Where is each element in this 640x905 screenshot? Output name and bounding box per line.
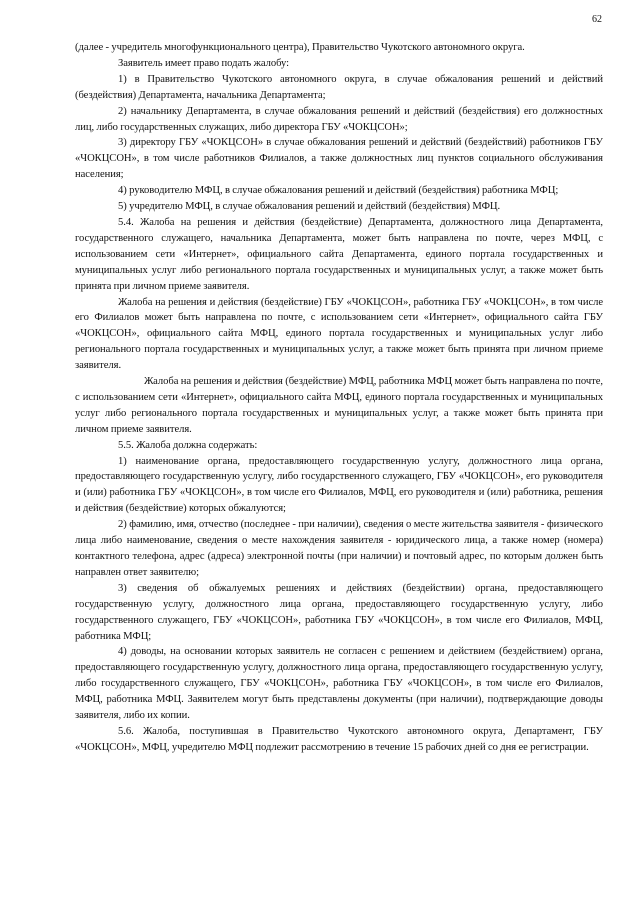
list-item-government: 1) в Правительство Чукотского автономного округа, в случае обжалования решений и действий (бездействия) Департамента, начальника Департамента; [75, 73, 603, 101]
list-item-mfc-founder: 5) учредителю МФЦ, в случае обжалования решений и действий (бездействия) МФЦ. [118, 201, 501, 213]
paragraph-gbu-complaint: Жалоба на решения и действия (бездействие) ГБУ «ЧОКЦСОН», работника ГБУ «ЧОКЦСОН», в том числе его Филиалов может быть направлена по почте, с использованием сети «Интернет», официального сайта ГБУ «ЧОКЦСОН», официального сайта МФЦ, единого портала государственных и муниципальных услуг либо регионального портала государственных и муниципальных услуг, а также может быть принята при личном приеме заявителя. [75, 296, 603, 372]
list-item-appealed-actions: 3) сведения об обжалуемых решениях и действиях (бездействии) органа, предоставляющего государственную услугу, должностного лица органа, предоставляющего государственную услугу, либо государственного служащего, ГБУ «ЧОКЦСОН», работника ГБУ «ЧОКЦСОН», в том числе его Филиалов, МФЦ, работника МФЦ; [75, 582, 603, 642]
list-item-department-head: 2) начальнику Департамента, в случае обжалования решений и действий (бездействия) его должностных лиц, либо государственных служащих, либо директора ГБУ «ЧОКЦСОН»; [75, 105, 603, 133]
paragraph-founder-continuation: (далее - учредитель многофункционального центра), Правительство Чукотского автономного округа. [75, 42, 525, 53]
list-item-organ-name: 1) наименование органа, предоставляющего государственную услугу, должностного лица органа, предоставляющего государственную услугу, либо государственного служащего, ГБУ «ЧОКЦСОН», его руководителя и (или) работника ГБУ «ЧОКЦСОН», в том числе его Филиалов, МФЦ, его руководителя и (или) работника, решения и действия (бездействие) которых обжалуются; [75, 455, 603, 515]
list-item-gbu-director: 3) директору ГБУ «ЧОКЦСОН» в случае обжалования решений и действий (бездействий) работников ГБУ «ЧОКЦСОН», в том числе работников Филиалов, а также должностных лиц пунктов социального обслуживания населения; [75, 137, 603, 181]
page-number: 62 [592, 14, 602, 25]
paragraph-complaint-right: Заявитель имеет право подать жалобу: [118, 57, 290, 69]
list-item-mfc-head: 4) руководителю МФЦ, в случае обжалования решений и действий (бездействия) работника МФЦ; [118, 185, 559, 197]
paragraph-mfc-complaint: Жалоба на решения и действия (бездействие) МФЦ, работника МФЦ может быть направлена по почте, с использованием сети «Интернет», официального сайта МФЦ, единого портала государственных и муниципальных услуг либо регионального портала государственных и муниципальных услуг, а также может быть принята при личном приеме заявителя. [75, 376, 603, 435]
section-5-4: 5.4. Жалоба на решения и действия (бездействие) Департамента, должностного лица Департамента, государственного служащего, начальника Департамента, может быть направлена по почте, через МФЦ, с использованием сети «Интернет», официального сайта Департамента, единого портала государственных и муниципальных услуг либо регионального портала государственных и муниципальных услуг, а также может быть принята при личном приеме заявителя. [75, 216, 603, 292]
section-5-6: 5.6. Жалоба, поступившая в Правительство Чукотского автономного округа, Департамент, ГБУ «ЧОКЦСОН», МФЦ, учредителю МФЦ подлежит рассмотрению в течение 15 рабочих дней со дня ее регистрации. [75, 725, 603, 753]
list-item-applicant-info: 2) фамилию, имя, отчество (последнее - при наличии), сведения о месте жительства заявителя - физического лица либо наименование, сведения о месте нахождения заявителя - юридического лица, а также номер (номера) контактного телефона, адрес (адреса) электронной почты (при наличии) и почтовый адрес, по которым должен быть направлен ответ заявителю; [75, 519, 603, 578]
document-body [75, 40, 603, 756]
section-5-5: 5.5. Жалоба должна содержать: [118, 439, 258, 451]
list-item-arguments: 4) доводы, на основании которых заявитель не согласен с решением и действием (бездействием) органа, предоставляющего государственную услугу, должностного лица органа, предоставляющего государственную услугу, либо государственного служащего, ГБУ «ЧОКЦСОН», работника ГБУ «ЧОКЦСОН», в том числе его Филиалов, МФЦ, работника МФЦ. Заявителем могут быть представлены документы (при наличии), подтверждающие доводы заявителя, либо их копии. [75, 646, 603, 722]
